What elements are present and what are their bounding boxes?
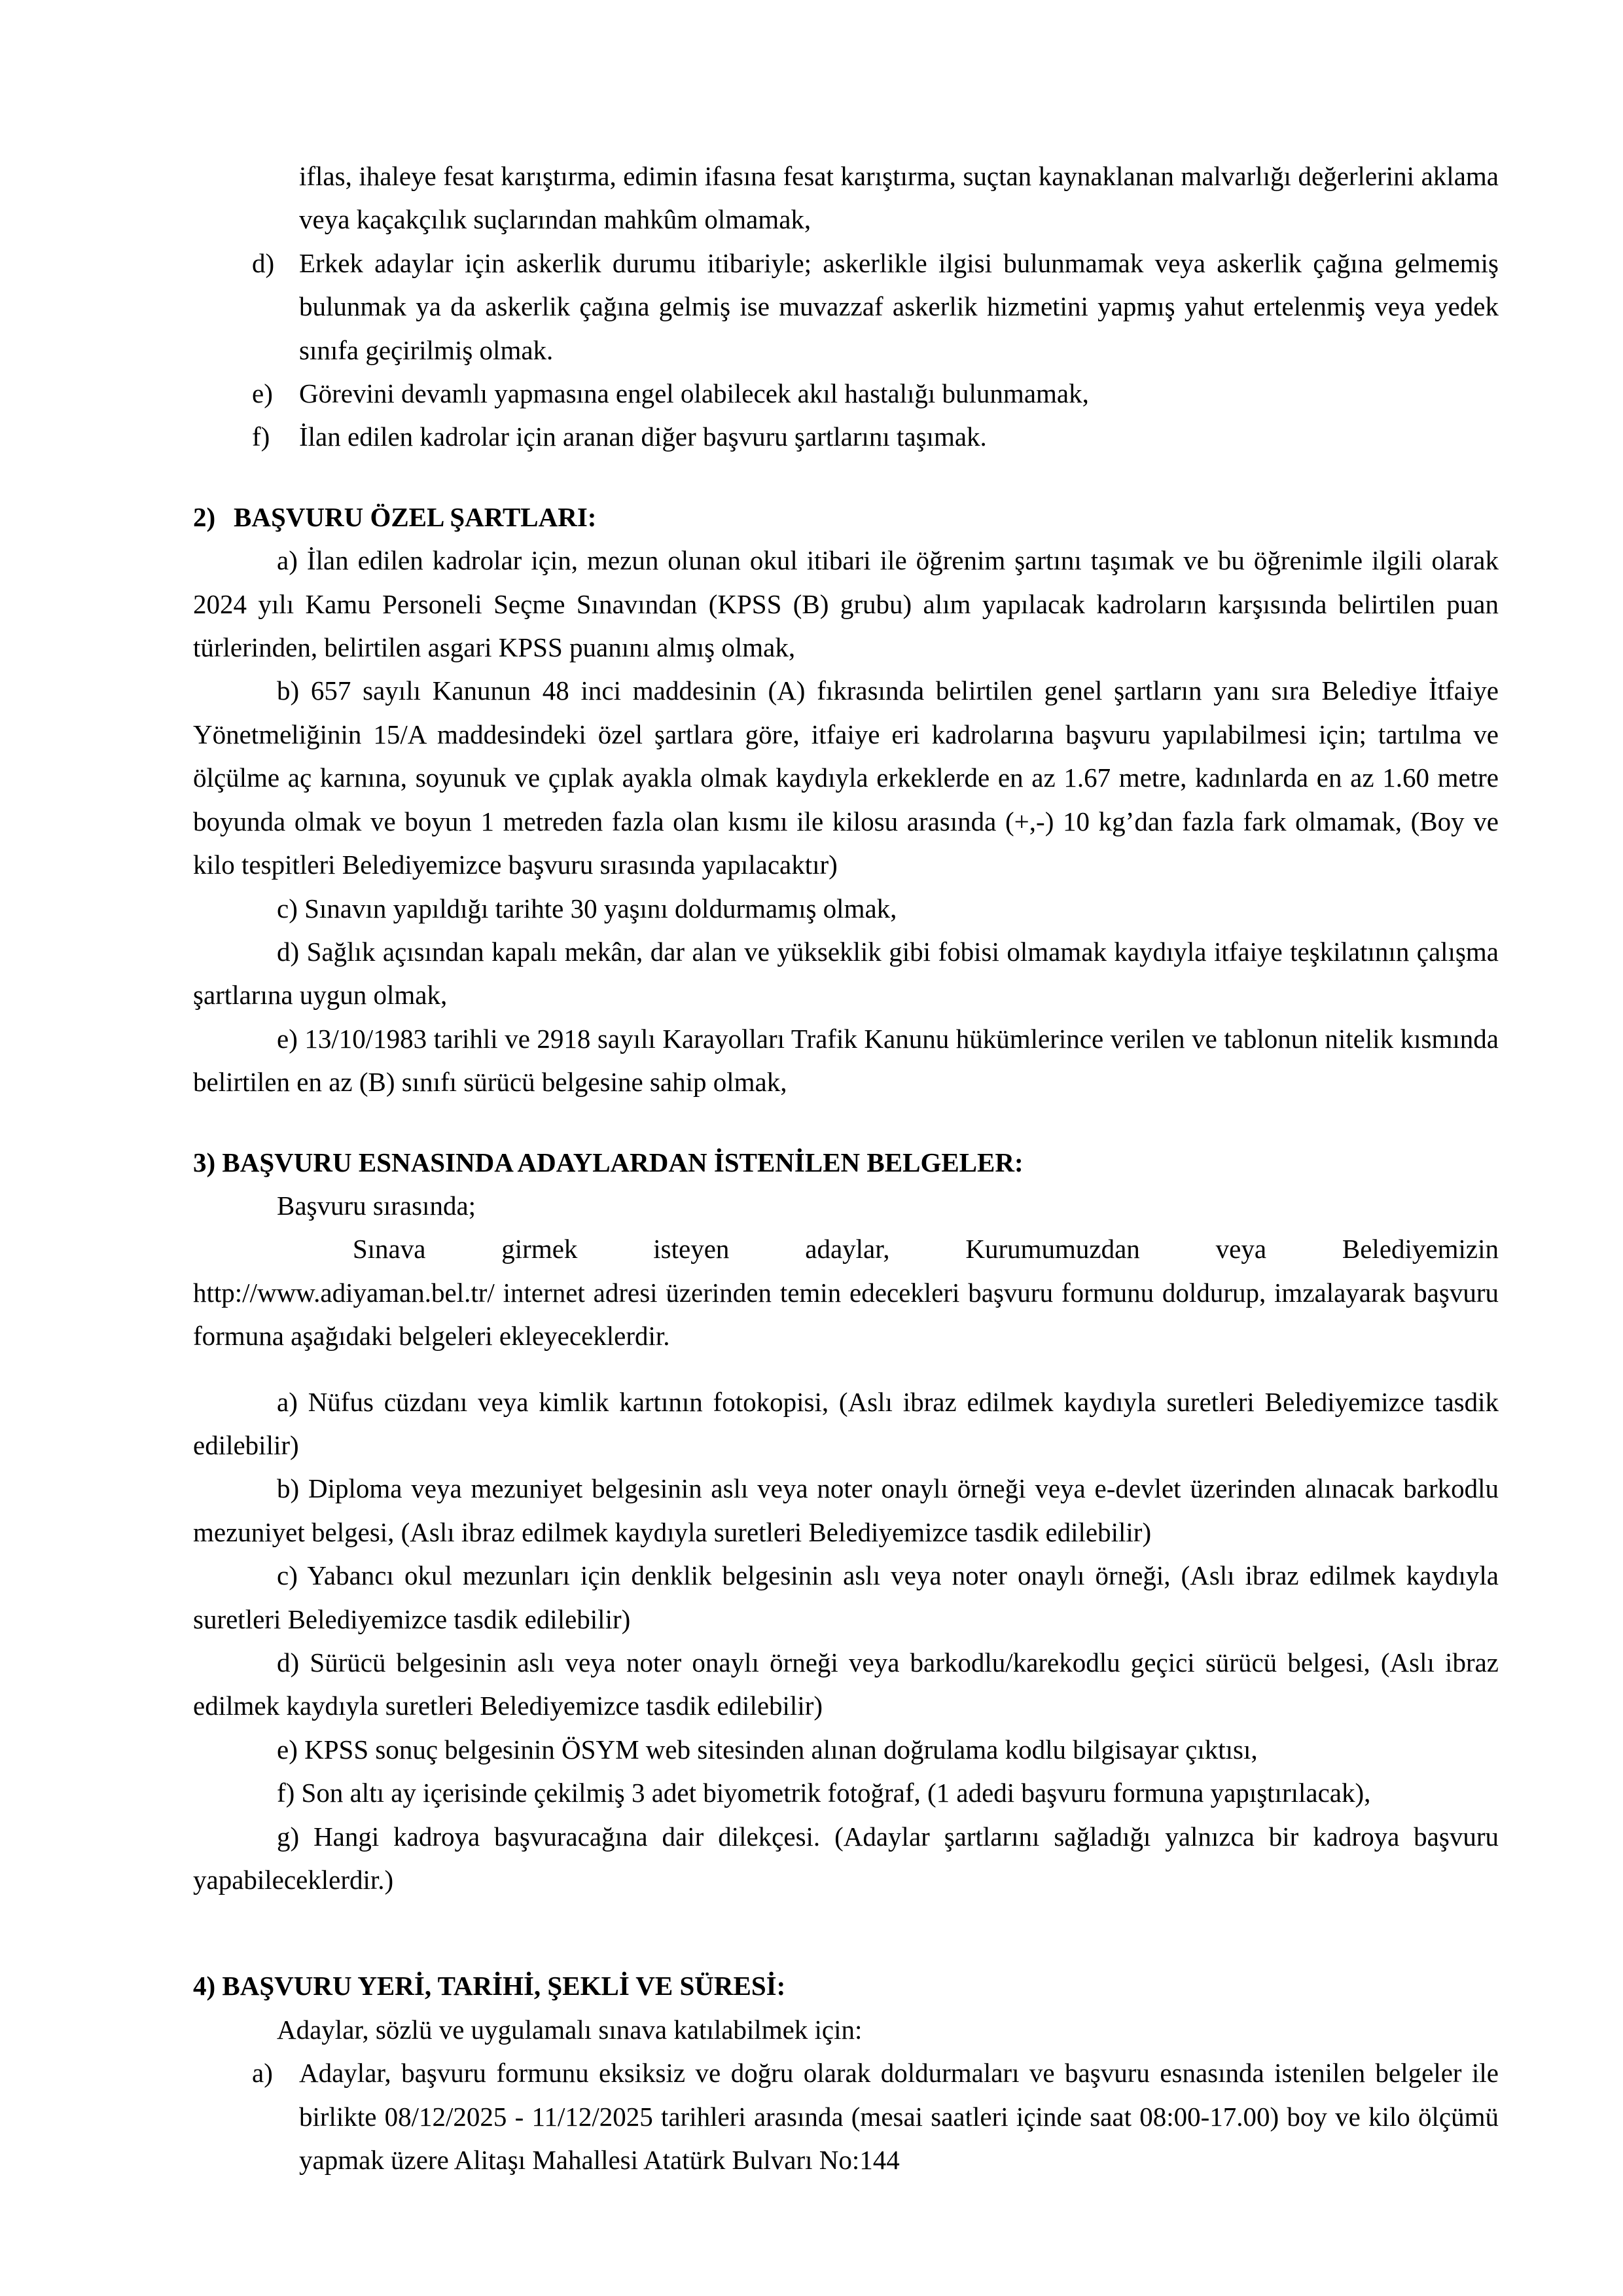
section3-item-g: g) Hangi kadroya başvuracağına dair dilekçesi. (Adaylar şartlarını sağladığı yalnızca bir kadroya başvuru yapabileceklerdir.)	[193, 1821, 1499, 1895]
section3-item-d: d) Sürücü belgesinin aslı veya noter onaylı örneği veya barkodlu/karekodlu geçici sürücü belgesi, (Aslı ibraz edilmek kaydıyla suretleri Belediyemizce tasdik edilebilir)	[193, 1647, 1499, 1721]
intro-word: adaylar,	[805, 1234, 890, 1265]
intro-word: isteyen	[653, 1234, 730, 1265]
document-body	[193, 154, 1499, 2181]
intro-word: Belediyemizin	[1342, 1234, 1499, 1265]
list-item-text: İlan edilen kadrolar için aranan diğer başvuru şartlarını taşımak.	[299, 422, 987, 452]
continuation-paragraph: iflas, ihaleye fesat karıştırma, edimin ifasına fesat karıştırma, suçtan kaynaklanan malvarlığı değerlerini aklama veya kaçakçılık suçlarından mahkûm olmamak,	[299, 161, 1499, 235]
general-conditions-list	[193, 242, 1499, 459]
section3-item-c: c) Yabancı okul mezunları için denklik belgesinin aslı veya noter onaylı örneği, (Aslı ibraz edilmek kaydıyla suretleri Belediyemizce tasdik edilebilir)	[193, 1560, 1499, 1634]
list-marker: d)	[252, 247, 275, 278]
intro-word: girmek	[501, 1234, 578, 1265]
list-item	[193, 372, 1499, 415]
list-item	[193, 242, 1499, 372]
section3-intro-continuation: http://www.adiyaman.bel.tr/ internet adresi üzerinden temin edecekleri başvuru formunu doldurup, imzalayarak başvuru formuna aşağıdaki belgeleri ekleyeceklerdir.	[193, 1277, 1499, 1352]
list-item-text: Görevini devamlı yapmasına engel olabilecek akıl hastalığı bulunmamak,	[299, 378, 1089, 409]
indent-spacer	[193, 1227, 277, 1270]
list-item-text: Erkek adaylar için askerlik durumu itibariyle; askerlikle ilgisi bulunmamak veya askerlik çağına gelmemiş bulunmak ya da askerlik çağına gelmiş ise muvazzaf askerlik hizmetini yapmış yahut ertelenmiş veya yedek sınıfa geçirilmiş olmak.	[299, 247, 1499, 365]
section4-list	[193, 2051, 1499, 2181]
spacer	[193, 1104, 1499, 1141]
section-title: BAŞVURU YERİ, TARİHİ, ŞEKLİ VE SÜRESİ:	[222, 1971, 786, 2001]
intro-word: veya	[1215, 1234, 1267, 1265]
list-marker: a)	[252, 2058, 273, 2089]
spacer	[193, 1358, 1499, 1380]
list-item-text: Adaylar, başvuru formunu eksiksiz ve doğru olarak doldurmaları ve başvuru esnasında istenilen belgeler ile birlikte 08/12/2025 - 11/12/2025 tarihleri arasında (mesai saatleri içinde saat 08:00-17.00) boy ve kilo ölçümü yapmak üzere Alitaşı Mahallesi Atatürk Bulvarı No:144	[299, 2058, 1499, 2176]
section4-intro: Adaylar, sözlü ve uygulamalı sınava katılabilmek için:	[277, 2014, 863, 2045]
section-number: 2)	[193, 501, 216, 532]
section2-item-b: b) 657 sayılı Kanunun 48 inci maddesinin (A) fıkrasında belirtilen genel şartların yanı sıra Belediye İtfaiye Yönetmeliğinin 15/A maddesindeki özel şartlara göre, itfaiye eri kadrolarına başvuru yapılabilmesi için; tartılma ve ölçülme aç karnına, soyunuk ve çıplak ayakla olmak kaydıyla erkeklerde en az 1.67 metre, kadınlarda en az 1.60 metre boyunda olmak ve boyun 1 metreden fazla olan kısmı ile kilosu arasında (+,-) 10 kg’dan fazla fark olmamak, (Boy ve kilo tespitleri Belediyemizce başvuru sırasında yapılacaktır)	[193, 675, 1499, 880]
section-title: BAŞVURU ÖZEL ŞARTLARI:	[234, 501, 597, 532]
section3-intro-stretched-line	[193, 1227, 1499, 1270]
intro-word: Sınava	[352, 1234, 426, 1265]
section3-item-e: e) KPSS sonuç belgesinin ÖSYM web sitesinden alınan doğrulama kodlu bilgisayar çıktısı,	[277, 1734, 1258, 1765]
section2-item-a: a) İlan edilen kadrolar için, mezun olunan okul itibari ile öğrenim şartını taşımak ve bu öğrenimle ilgili olarak 2024 yılı Kamu Personeli Seçme Sınavından (KPSS (B) grubu) alım yapılacak kadroların karşısında belirtilen puan türlerinden, belirtilen asgari KPSS puanını almış olmak,	[193, 545, 1499, 663]
list-marker: f)	[252, 422, 270, 452]
section3-intro-label: Başvuru sırasında;	[277, 1190, 476, 1221]
spacer	[193, 1901, 1499, 1964]
section3-item-b: b) Diploma veya mezuniyet belgesinin aslı veya noter onaylı örneği veya e-devlet üzerinden alınacak barkodlu mezuniyet belgesi, (Aslı ibraz edilmek kaydıyla suretleri Belediyemizce tasdik edilebilir)	[193, 1473, 1499, 1547]
list-item	[193, 415, 1499, 458]
list-marker: e)	[252, 378, 273, 409]
section-number: 3)	[193, 1147, 216, 1177]
section2-item-d: d) Sağlık açısından kapalı mekân, dar alan ve yükseklik gibi fobisi olmamak kaydıyla itfaiye teşkilatının çalışma şartlarına uygun olmak,	[193, 936, 1499, 1011]
section2-item-c: c) Sınavın yapıldığı tarihte 30 yaşını doldurmamış olmak,	[277, 893, 897, 924]
section-heading-2	[193, 495, 1499, 539]
section3-item-a: a) Nüfus cüzdanı veya kimlik kartının fotokopisi, (Aslı ibraz edilmek kaydıyla suretleri Belediyemizce tasdik edilebilir)	[193, 1386, 1499, 1460]
section2-item-e: e) 13/10/1983 tarihli ve 2918 sayılı Karayolları Trafik Kanunu hükümlerince verilen ve tablonun nitelik kısmında belirtilen en az (B) sınıfı sürücü belgesine sahip olmak,	[193, 1023, 1499, 1098]
section3-item-f: f) Son altı ay içerisinde çekilmiş 3 adet biyometrik fotoğraf, (1 adedi başvuru formuna yapıştırılacak),	[277, 1778, 1371, 1808]
intro-word: Kurumumuzdan	[965, 1234, 1140, 1265]
section-heading-3	[193, 1141, 1499, 1184]
list-item	[193, 2051, 1499, 2181]
section-heading-4	[193, 1964, 1499, 2007]
spacer	[193, 459, 1499, 495]
section-title: BAŞVURU ESNASINDA ADAYLARDAN İSTENİLEN BELGELER:	[222, 1147, 1024, 1177]
section-number: 4)	[193, 1971, 216, 2001]
